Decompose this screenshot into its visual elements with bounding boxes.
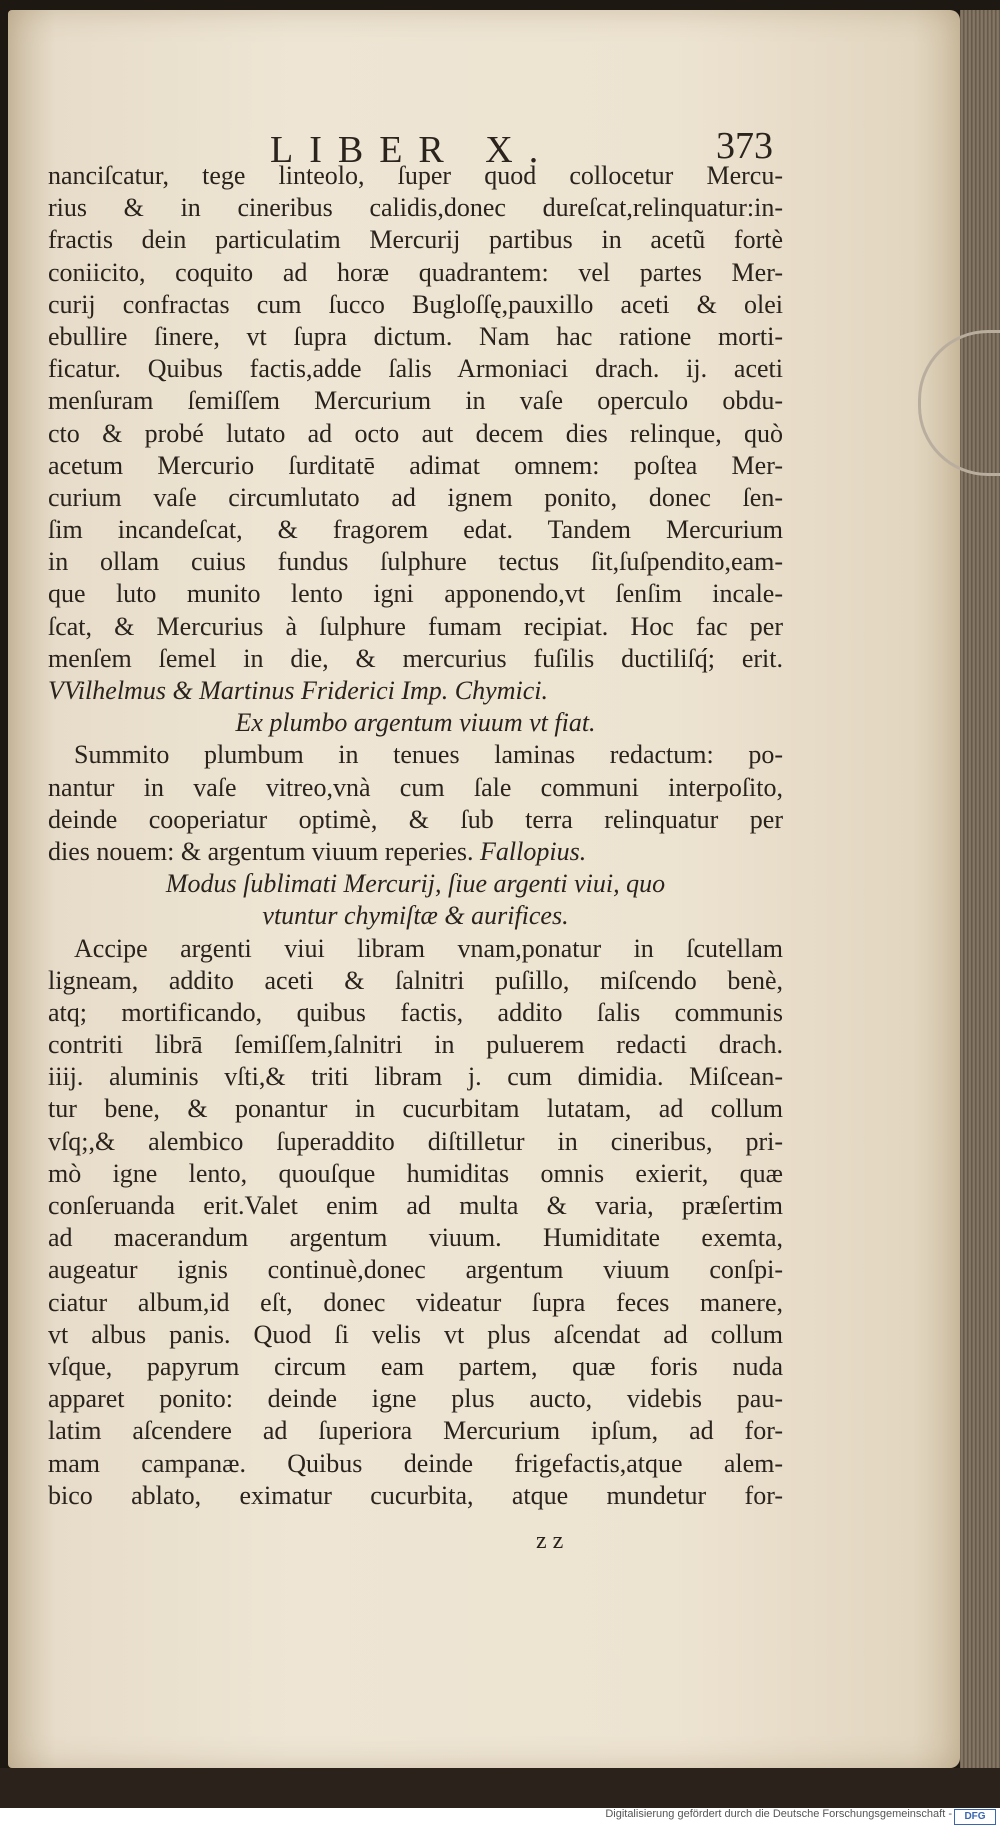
text-line: apparet ponito: deinde igne plus aucto, videbis pau- [48, 1384, 783, 1414]
catchword: z z [536, 1528, 564, 1554]
page-number: 373 [716, 125, 773, 167]
text-line: menſuram ſemiſſem Mercurium in vaſe operculo obdu- [48, 386, 783, 416]
text-line: cto & probé lutato ad octo aut decem dies relinque, quò [48, 418, 783, 448]
text-line: vt albus panis. Quod ſi velis vt plus aſcendat ad collum [48, 1319, 783, 1349]
text-line: latim aſcendere ad ſuperiora Mercurium ipſum, ad for- [48, 1416, 783, 1446]
paragraph-2-last-line: dies nouem: & argentum viuum reperies. Fallopius. [48, 836, 587, 866]
page-edges [960, 10, 1000, 1778]
text-line: ſcat, & Mercurius à ſulphure fumam recipiat. Hoc fac per [48, 611, 783, 641]
text-line: mam campanæ. Quibus deinde frigefactis,atque alem- [48, 1448, 783, 1478]
text-line: in ollam cuius fundus ſulphure tectus ſit,ſuſpendito,eam- [48, 547, 783, 577]
text-line: Summito plumbum in tenues laminas redactum: po- [74, 740, 783, 770]
text-line: augeatur ignis continuè,donec argentum viuum conſpi- [48, 1255, 783, 1285]
text-line: rius & in cineribus calidis,donec dureſcat,relinquatur:in- [48, 193, 783, 223]
text-line: bico ablato, eximatur cucurbita, atque mundetur for- [48, 1480, 783, 1510]
signature-wilhelmus: VVilhelmus & Martinus Friderici Imp. Chymici. [48, 676, 548, 705]
heading-plumbum: Ex plumbo argentum viuum vt fiat. [235, 708, 596, 738]
page-text [48, 160, 783, 1512]
footer-credit: Digitalisierung gefördert durch die Deutsche Forschungsgemeinschaft - [605, 1808, 952, 1820]
text-line: menſem ſemel in die, & mercurius fuſilis ductiliſq́; erit. [48, 643, 783, 673]
heading-sublimati-b: vtuntur chymiſtæ & aurifices. [262, 901, 569, 931]
text-line: Accipe argenti viui libram vnam,ponatur in ſcutellam [74, 933, 783, 963]
text-line: vſque, papyrum circum eam partem, quæ foris nuda [48, 1351, 783, 1381]
text-line: fractis dein particulatim Mercurij partibus in acetũ fortè [48, 225, 783, 255]
text-line: iiij. aluminis vſti,& triti libram j. cum dimidia. Miſcean- [48, 1062, 783, 1092]
text-line: ficatur. Quibus factis,adde ſalis Armoniaci drach. ij. aceti [48, 354, 783, 384]
running-title: LIBER X. [270, 129, 555, 171]
text-line: ciatur album,id eſt, donec videatur ſupra feces manere, [48, 1287, 783, 1317]
text-line: vſq;,& alembico ſuperaddito diſtilletur in cineribus, pri- [48, 1126, 783, 1156]
text-line: curium vaſe circumlutato ad ignem ponito, donec ſen- [48, 482, 783, 512]
text-line: atq; mortificando, quibus factis, addito ſalis communis [48, 997, 783, 1027]
book-bottom-edge [0, 1768, 1000, 1808]
text-line: curij confractas cum ſucco Bugloſſę,pauxillo aceti & olei [48, 289, 783, 319]
text-line: que luto munito lento igni apponendo,vt ſenſim incale- [48, 579, 783, 609]
text-line: deinde cooperiatur optimè, & ſub terra relinquatur per [48, 804, 783, 834]
text-line: mò igne lento, quouſque humiditas omnis exierit, quæ [48, 1158, 783, 1188]
paragraph-1 [48, 160, 783, 675]
text-line: nanciſcatur, tege linteolo, ſuper quod collocetur Mercu- [48, 161, 783, 190]
heading-sublimati-a: Modus ſublimati Mercurij, ſiue argenti viui, quo [165, 869, 666, 899]
text-line: ad macerandum argentum viuum. Humiditate exemta, [48, 1223, 783, 1253]
text-line: contriti librā ſemiſſem,ſalnitri in puluerem redacti drach. [48, 1030, 783, 1060]
signature-fallopius: Fallopius. [480, 836, 587, 866]
paragraph-3 [48, 933, 783, 1512]
text-line: coniicito, coquito ad horæ quadrantem: vel partes Mer- [48, 257, 783, 287]
text-line: tur bene, & ponantur in cucurbitam lutatam, ad collum [48, 1094, 783, 1124]
text-line: nantur in vaſe vitreo,vnà cum ſale communi interpoſito, [48, 772, 783, 802]
text-line: ſim incandeſcat, & fragorem edat. Tandem Mercurium [48, 515, 783, 545]
paragraph-2 [48, 739, 783, 836]
text-line: ligneam, addito aceti & ſalnitri puſillo, miſcendo benè, [48, 965, 783, 995]
text-line: ebullire ſinere, vt ſupra dictum. Nam hac ratione morti- [48, 321, 783, 351]
digitization-footer [0, 1808, 1000, 1825]
text-line: acetum Mercurio ſurditatē adimat omnem: poſtea Mer- [48, 450, 783, 480]
dfg-logo: DFG [954, 1809, 996, 1825]
text-line: conſeruanda erit.Valet enim ad multa & varia, præſertim [48, 1191, 783, 1220]
